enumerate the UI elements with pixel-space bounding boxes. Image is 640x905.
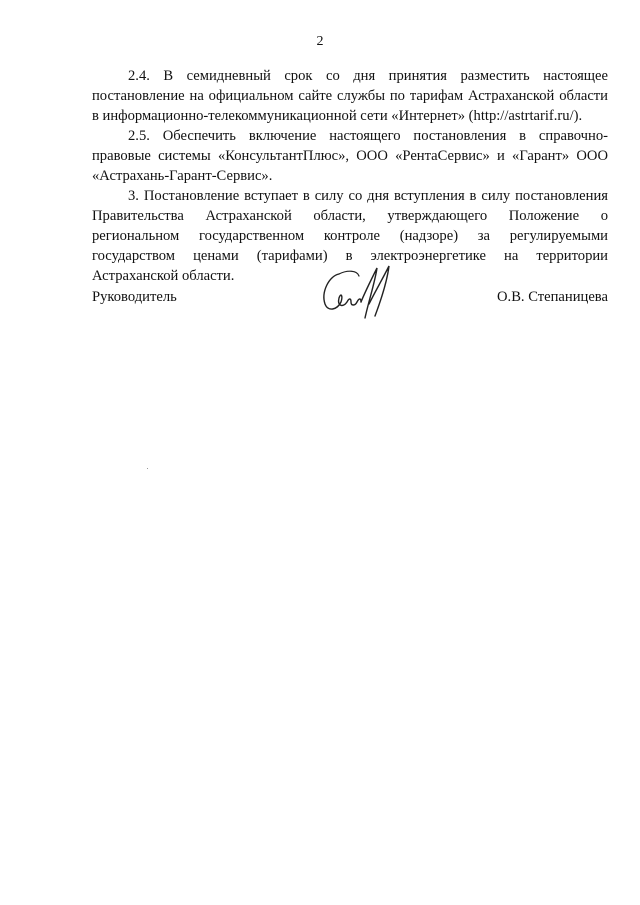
paragraph-2-4: 2.4. В семидневный срок со дня принятия разместить настоящее постановление на официальном сайте службы по тарифам Астраханской области в информационно-телекоммуникационной сети «Интернет» (http://astrtarif.ru/). xyxy=(92,68,608,124)
page-number: 2 xyxy=(316,34,324,49)
paragraph-3: 3. Постановление вступает в силу со дня вступления в силу постановления Правительства Астраханской области, утверждающего Положение о региональном государственном контроле (надзоре) за регулируемыми государством ценами (тарифами) в электроэнергетике на территории Астраханской области. xyxy=(92,188,608,284)
handwritten-signature-icon xyxy=(317,262,397,320)
document-body xyxy=(92,66,608,286)
signature-block xyxy=(92,262,608,322)
signer-title: Руководитель xyxy=(92,289,177,305)
signer-name: О.В. Степаницева xyxy=(497,289,608,305)
scan-speck xyxy=(147,468,148,469)
paragraph-2-5: 2.5. Обеспечить включение настоящего постановления в справочно-правовые системы «КонсультантПлюс», ООО «РентаСервис» и «Гарант» ООО «Астрахань-Гарант-Сервис». xyxy=(92,128,608,184)
